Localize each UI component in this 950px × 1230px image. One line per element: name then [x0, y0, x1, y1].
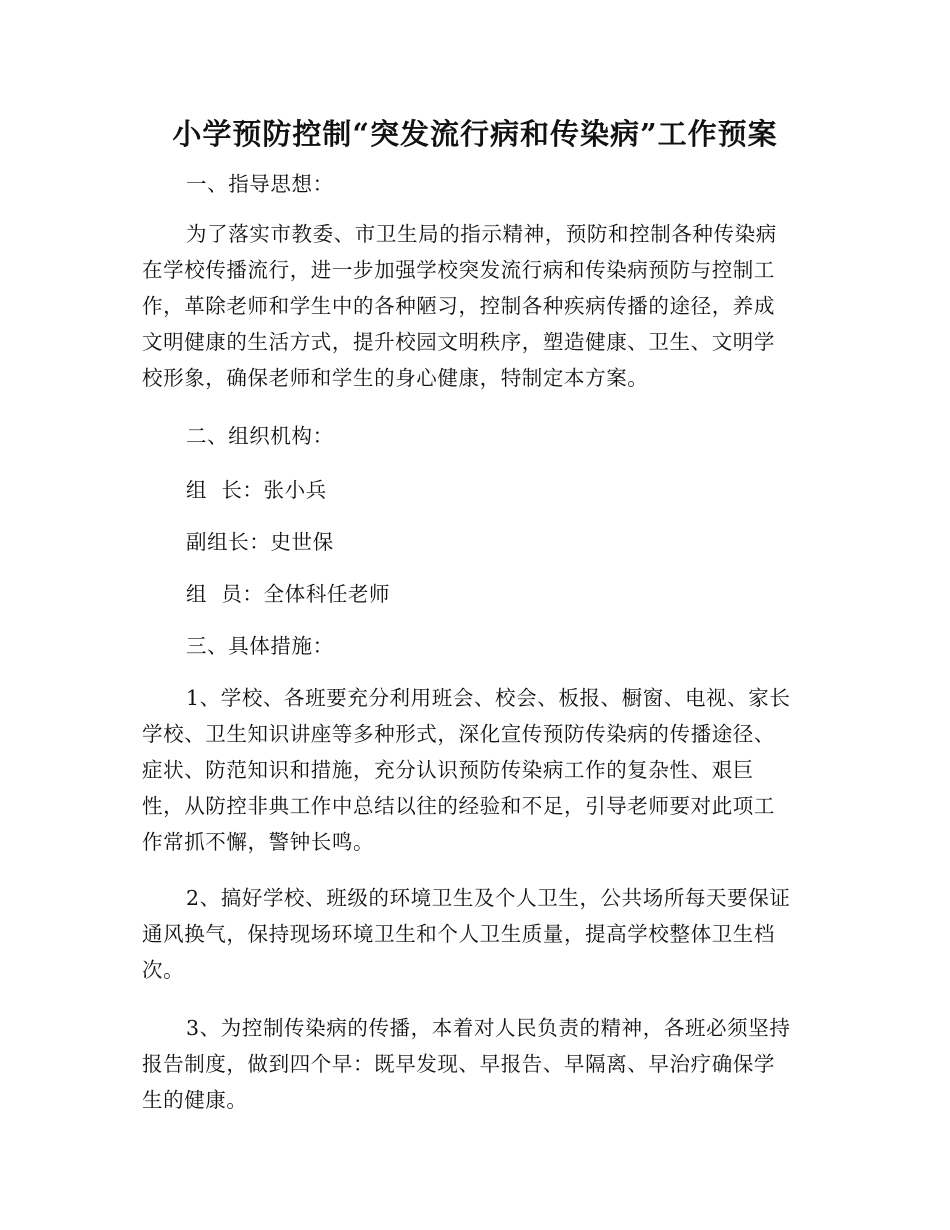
- paragraph-line: 生的健康。: [142, 1088, 248, 1112]
- paragraph-line: 3、为控制传染病的传播，本着对人民负责的精神，各班必须坚持: [186, 1016, 791, 1040]
- paragraph-line: 校形象，确保老师和学生的身心健康，特制定本方案。: [142, 366, 649, 390]
- paragraph-line: 作常抓不懈，警钟长鸣。: [142, 830, 375, 854]
- paragraph-line: 为了落实市教委、市卫生局的指示精神，预防和控制各种传染病: [186, 222, 777, 246]
- paragraph-line: 症状、防范知识和措施，充分认识预防传染病工作的复杂性、艰巨: [142, 758, 754, 782]
- section-heading-guiding-ideology: 一、指导思想：: [186, 172, 334, 196]
- section-heading-organization: 二、组织机构：: [186, 424, 334, 448]
- section-heading-measures: 三、具体措施：: [186, 634, 334, 658]
- paragraph-measure-3: [142, 1010, 810, 1118]
- paragraph-line: 通风换气，保持现场环境卫生和个人卫生质量，提高学校整体卫生档: [142, 922, 775, 946]
- org-members: 组 员：全体科任老师: [186, 582, 391, 606]
- paragraph-line: 次。: [142, 958, 185, 982]
- org-deputy-leader: 副组长：史世保: [186, 530, 334, 554]
- paragraph-guiding-ideology: [142, 216, 810, 396]
- paragraph-line: 报告制度，做到四个早：既早发现、早报告、早隔离、早治疗确保学: [142, 1052, 775, 1076]
- paragraph-measure-1: [142, 680, 810, 860]
- paragraph-line: 作，革除老师和学生中的各种陋习，控制各种疾病传播的途径，养成: [142, 294, 775, 318]
- paragraph-line: 文明健康的生活方式，提升校园文明秩序，塑造健康、卫生、文明学: [142, 330, 775, 354]
- paragraph-measure-2: [142, 880, 810, 988]
- org-leader: 组 长：张小兵: [186, 478, 327, 502]
- paragraph-line: 性，从防控非典工作中总结以往的经验和不足，引导老师要对此项工: [142, 794, 775, 818]
- paragraph-line: 2、搞好学校、班级的环境卫生及个人卫生，公共场所每天要保证: [186, 886, 791, 910]
- paragraph-line: 学校、卫生知识讲座等多种形式，深化宣传预防传染病的传播途径、: [142, 722, 775, 746]
- document-title: 小学预防控制“突发流行病和传染病”工作预案: [172, 117, 778, 151]
- paragraph-line: 1、学校、各班要充分利用班会、校会、板报、橱窗、电视、家长: [186, 686, 791, 710]
- paragraph-line: 在学校传播流行，进一步加强学校突发流行病和传染病预防与控制工: [142, 258, 775, 282]
